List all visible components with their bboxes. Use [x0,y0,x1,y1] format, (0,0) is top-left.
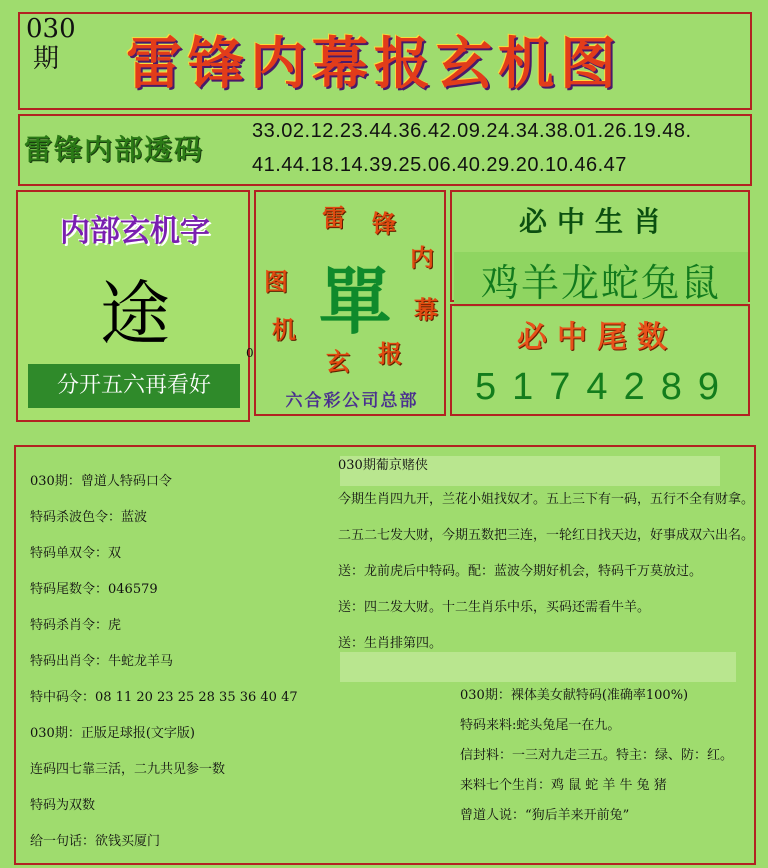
left-text-line: 特码杀肖令：虎 [30,618,122,633]
left-text-line: 特码出肖令：牛蛇龙羊马 [30,654,174,669]
middle-text-line: 二五二七发大财，今期五数把三连，一轮红日找天边，好事成双六出名。 [338,528,755,543]
tail-digits: 5174289 [475,366,735,408]
left-text-line: 特中码令：08 11 20 23 25 28 35 36 40 47 [30,690,298,705]
ring-char-1: 雷 [322,203,346,232]
tail-title: 必中尾数 [517,320,677,355]
middle-text-line: 030期葡京赌侠 [338,458,428,473]
left-text-line: 特码为双数 [30,798,96,813]
issue-number: 030期 [26,14,76,74]
right-text-line: 特码来料:蛇头兔尾一在九。 [460,718,621,733]
zodiac-title: 必中生肖 [518,205,671,238]
left-text-line: 连码四七靠三活，二九共见参一数 [30,762,226,777]
codes-label: 雷锋内部透码 [24,133,205,166]
right-text-line: 信封料：一三对九走三五。特主：绿、防：红。 [460,748,734,763]
left-text-line: 特码尾数令：046579 [30,582,158,597]
ring-char-3: 内 [410,243,434,272]
right-text-line: 来料七个生肖：鸡 鼠 蛇 羊 牛 兔 猪 [460,778,667,793]
left-text-line: 给一句话：欲钱买厦门 [30,834,161,849]
page-title: 雷锋内幕报玄机图 [126,31,622,97]
ring-char-4: 幕 [414,295,438,324]
codes-line-2: 41.44.18.14.39.25.06.40.29.20.10.46.47 [252,154,627,176]
hint-label: 内部玄机字 [60,214,210,249]
left-text-line: 特码杀波色令：蓝波 [30,510,148,525]
ring-char-6: 玄 [326,347,350,376]
stray-digit: 0 [246,346,254,360]
left-text-line: 030期：曾道人特码口令 [30,474,172,489]
ring-char-8: 图 [264,267,288,296]
middle-text-line: 送：生肖排第四。 [338,636,443,651]
left-text-line: 特码单双令：双 [30,546,122,561]
left-text-line: 030期：正版足球报(文字版) [30,726,195,741]
right-text-line: 曾道人说：“狗后羊来开前兔” [460,808,630,823]
right-text-line: 030期：裸体美女献特码(准确率100%) [460,688,689,703]
company-name: 六合彩公司总部 [285,391,419,411]
codes-line-1: 33.02.12.23.44.36.42.09.24.34.38.01.26.19.48. [252,120,692,142]
middle-text-line: 送：四二发大财。十二生肖乐中乐，买码还需看牛羊。 [338,600,651,615]
ring-char-7: 机 [272,315,296,344]
ring-char-2: 锋 [372,209,396,238]
zodiac-animals: 鸡羊龙蛇兔鼠 [454,252,748,307]
highlight-band [340,652,736,682]
hint-character: 途 [100,273,170,355]
middle-text-line: 今期生肖四九开，兰花小姐找奴才。五上三下有一码，五行不全有财拿。 [338,492,755,507]
hint-caption: 分开五六再看好 [28,364,240,408]
middle-text-line: 送：龙前虎后中特码。配：蓝波今期好机会，特码千万莫放过。 [338,564,703,579]
main-character: 單 [318,259,391,344]
ring-char-5: 报 [378,339,402,368]
